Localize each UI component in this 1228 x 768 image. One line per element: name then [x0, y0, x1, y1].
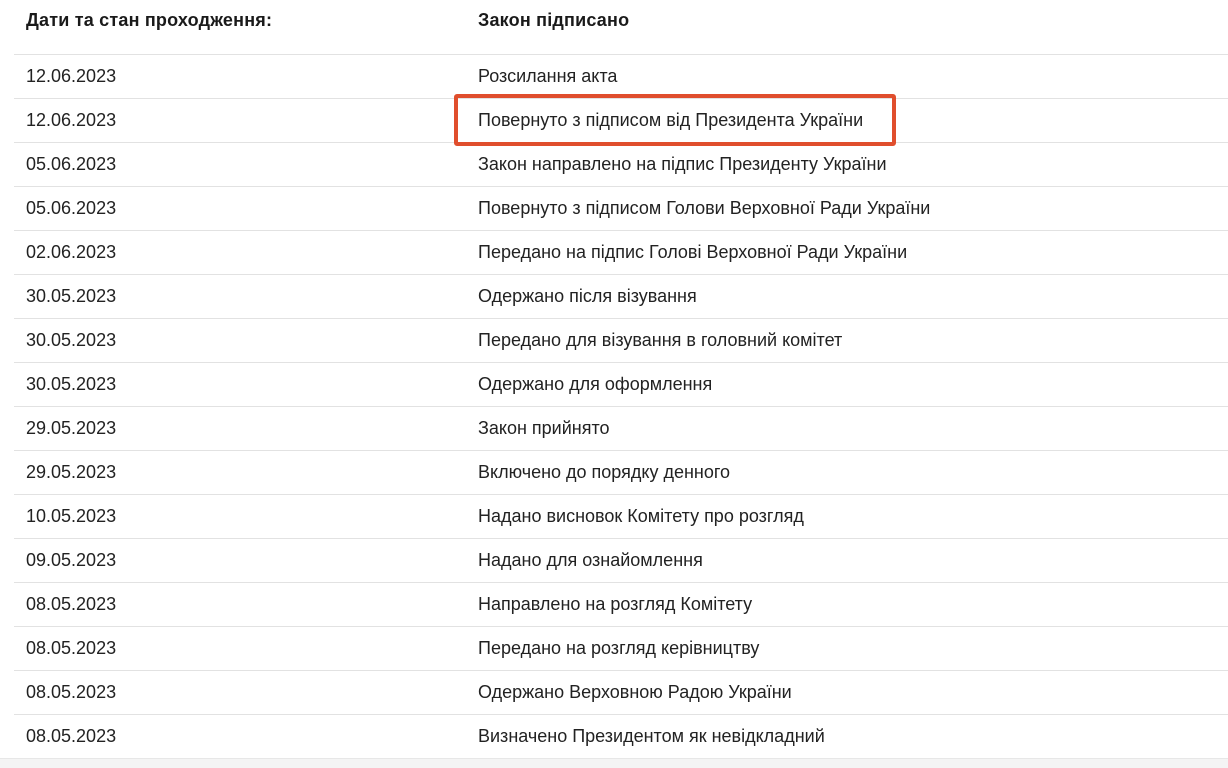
- table-row: [0, 582, 1228, 626]
- table-row: [0, 98, 1228, 142]
- status-cell: Одержано для оформлення: [478, 373, 713, 394]
- date-cell: 02.06.2023: [26, 241, 117, 262]
- table-row: [0, 142, 1228, 186]
- status-cell: Розсилання акта: [478, 65, 618, 86]
- table-header-row: [0, 0, 1228, 54]
- status-cell: Включено до порядку денного: [478, 461, 731, 482]
- table-row: [0, 714, 1228, 758]
- date-cell: 05.06.2023: [26, 153, 117, 174]
- date-cell: 30.05.2023: [26, 373, 117, 394]
- table-row: [0, 274, 1228, 318]
- status-cell: Закон направлено на підпис Президенту України: [478, 153, 887, 174]
- date-cell: 29.05.2023: [26, 417, 117, 438]
- table-row: [0, 538, 1228, 582]
- status-cell: Закон прийнято: [478, 417, 610, 438]
- status-cell: Визначено Президентом як невідкладний: [478, 725, 825, 746]
- date-cell: 12.06.2023: [26, 109, 117, 130]
- table-row: [0, 362, 1228, 406]
- table-row: [0, 54, 1228, 98]
- status-cell: Надано висновок Комітету про розгляд: [478, 505, 804, 526]
- table-body: [0, 54, 1228, 758]
- status-cell: Одержано після візування: [478, 285, 697, 306]
- date-cell: 12.06.2023: [26, 65, 117, 86]
- date-cell: 09.05.2023: [26, 549, 117, 570]
- dates-column-header: Дати та стан проходження:: [26, 10, 273, 30]
- status-cell: Передано для візування в головний комітет: [478, 329, 843, 350]
- status-cell: Направлено на розгляд Комітету: [478, 593, 753, 614]
- table-row: [0, 230, 1228, 274]
- status-cell: Одержано Верховною Радою України: [478, 681, 792, 702]
- table-row: [0, 494, 1228, 538]
- status-column-header: Закон підписано: [478, 10, 630, 30]
- date-cell: 08.05.2023: [26, 681, 117, 702]
- table-row: [0, 186, 1228, 230]
- status-cell: Повернуто з підписом Голови Верховної Ради України: [478, 197, 931, 218]
- date-cell: 10.05.2023: [26, 505, 117, 526]
- table-row: [0, 670, 1228, 714]
- date-cell: 30.05.2023: [26, 329, 117, 350]
- status-cell: Повернуто з підписом від Президента України: [478, 109, 864, 130]
- status-cell: Надано для ознайомлення: [478, 549, 703, 570]
- table-row: [0, 406, 1228, 450]
- date-cell: 08.05.2023: [26, 637, 117, 658]
- date-cell: 29.05.2023: [26, 461, 117, 482]
- status-cell: Передано на підпис Голові Верховної Ради України: [478, 241, 908, 262]
- table-row: [0, 626, 1228, 670]
- date-cell: 05.06.2023: [26, 197, 117, 218]
- table-row: [0, 318, 1228, 362]
- date-cell: 30.05.2023: [26, 285, 117, 306]
- status-cell: Передано на розгляд керівництву: [478, 637, 760, 658]
- date-cell: 08.05.2023: [26, 593, 117, 614]
- date-cell: 08.05.2023: [26, 725, 117, 746]
- bottom-strip: [0, 758, 1228, 768]
- table-row: [0, 450, 1228, 494]
